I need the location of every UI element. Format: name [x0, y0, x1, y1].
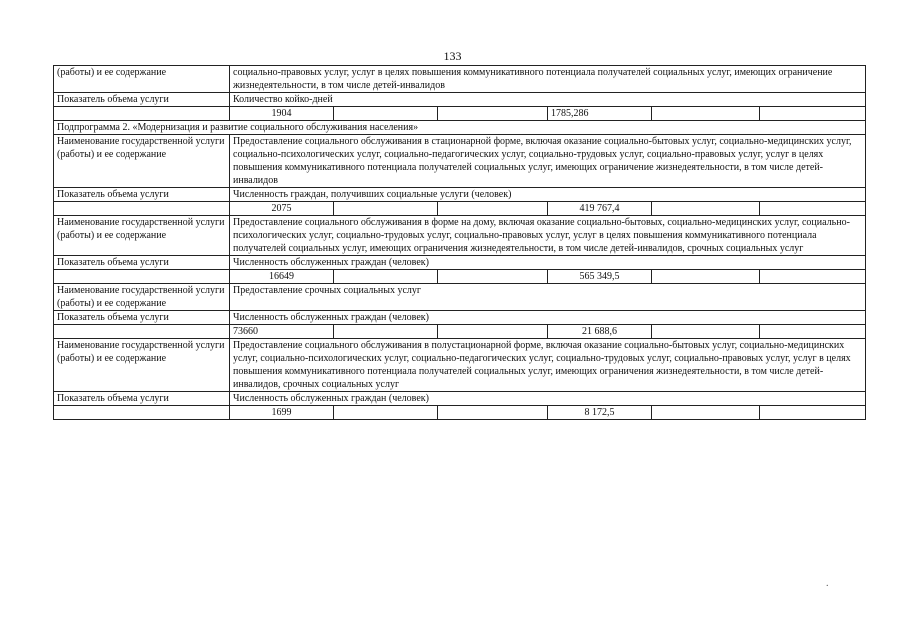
values-row [54, 202, 866, 216]
empty-cell [54, 270, 230, 284]
row-label: Показатель объема услуги [54, 311, 230, 325]
indicator-name: Численность обслуженных граждан (человек) [230, 311, 866, 325]
service-description: социально-правовых услуг, услуг в целях повышения коммуникативного потенциала получателей социальных услуг, имеющих ограничение жизнедеятельности, в том числе детей-инвалидов [230, 66, 866, 93]
cost-value: 1785,286 [548, 107, 652, 121]
row-label: Наименование государственной услуги (работы) и ее содержание [54, 339, 230, 392]
indicator-row [54, 311, 866, 325]
page-number: 133 [443, 49, 462, 63]
empty-cell [334, 202, 438, 216]
subprogram-heading-row [54, 121, 866, 135]
cost-value: 419 767,4 [548, 202, 652, 216]
indicator-value: 1699 [230, 406, 334, 420]
empty-cell [652, 107, 760, 121]
row-label: Наименование государственной услуги (работы) и ее содержание [54, 284, 230, 311]
row-label: Показатель объема услуги [54, 392, 230, 406]
indicator-value: 2075 [230, 202, 334, 216]
cost-value: 8 172,5 [548, 406, 652, 420]
service-name-row [54, 216, 866, 256]
empty-cell [54, 406, 230, 420]
values-row [54, 325, 866, 339]
service-description: Предоставление срочных социальных услуг [230, 284, 866, 311]
empty-cell [334, 270, 438, 284]
indicator-name: Численность обслуженных граждан (человек) [230, 392, 866, 406]
indicator-row [54, 188, 866, 202]
empty-cell [760, 107, 866, 121]
row-label: Наименование государственной услуги (работы) и ее содержание [54, 216, 230, 256]
indicator-value: 16649 [230, 270, 334, 284]
row-label: Показатель объема услуги [54, 256, 230, 270]
empty-cell [760, 270, 866, 284]
empty-cell [652, 202, 760, 216]
cost-value: 565 349,5 [548, 270, 652, 284]
empty-cell [438, 270, 548, 284]
row-label: Показатель объема услуги [54, 188, 230, 202]
cost-value: 21 688,6 [548, 325, 652, 339]
empty-cell [652, 270, 760, 284]
empty-cell [438, 406, 548, 420]
indicator-name: Количество койко-дней [230, 93, 866, 107]
values-row [54, 270, 866, 284]
service-description: Предоставление социального обслуживания в полустационарной форме, включая оказание социально-бытовых услуг, социально-медицинских услуг, социально-психологических услуг, социально-педагогических услуг, социально-трудовых услуг, социально-правовых услуг, услуг в целях повышения коммуникативного потенциала получателей социальных услуг, имеющих ограничения жизнедеятельности, в том числе детей-инвалидов, срочных социальных услуг [230, 339, 866, 392]
empty-cell [54, 325, 230, 339]
empty-cell [438, 107, 548, 121]
empty-cell [334, 107, 438, 121]
empty-cell [54, 202, 230, 216]
values-row [54, 107, 866, 121]
indicator-value: 73660 [230, 325, 334, 339]
row-label: Показатель объема услуги [54, 93, 230, 107]
service-name-row [54, 66, 866, 93]
service-name-row [54, 284, 866, 311]
indicator-value: 1904 [230, 107, 334, 121]
empty-cell [652, 406, 760, 420]
row-label: Наименование государственной услуги (работы) и ее содержание [54, 135, 230, 188]
subprogram-heading: Подпрограмма 2. «Модернизация и развитие социального обслуживания населения» [54, 121, 866, 135]
indicator-name: Численность обслуженных граждан (человек) [230, 256, 866, 270]
empty-cell [760, 325, 866, 339]
indicator-name: Численность граждан, получивших социальные услуги (человек) [230, 188, 866, 202]
empty-cell [760, 406, 866, 420]
values-row [54, 406, 866, 420]
indicator-row [54, 392, 866, 406]
empty-cell [438, 202, 548, 216]
services-table [53, 65, 866, 420]
service-description: Предоставление социального обслуживания в форме на дому, включая оказание социально-бытовых, социально-медицинских услуг, социально-психологических услуг, социально-трудовых услуг, социально-правовых услуг, услуг в целях повышения коммуникативного потенциала получателей социальных услуг, имеющих ограничения жизнедеятельности, в том числе детей-инвалидов, срочных социальных услуг [230, 216, 866, 256]
empty-cell [760, 202, 866, 216]
scan-speck: . [826, 578, 829, 589]
service-name-row [54, 339, 866, 392]
indicator-row [54, 93, 866, 107]
service-description: Предоставление социального обслуживания в стационарной форме, включая оказание социально-бытовых услуг, социально-медицинских услуг, социально-психологических услуг, социально-педагогических услуг, социально-трудовых услуг, социально-правовых услуг, услуг в целях повышения коммуникативного потенциала получателей социальных услуг, имеющих ограничение жизнедеятельности, в том числе детей-инвалидов [230, 135, 866, 188]
service-name-row [54, 135, 866, 188]
empty-cell [334, 325, 438, 339]
empty-cell [652, 325, 760, 339]
empty-cell [334, 406, 438, 420]
indicator-row [54, 256, 866, 270]
empty-cell [54, 107, 230, 121]
empty-cell [438, 325, 548, 339]
row-label: (работы) и ее содержание [54, 66, 230, 93]
